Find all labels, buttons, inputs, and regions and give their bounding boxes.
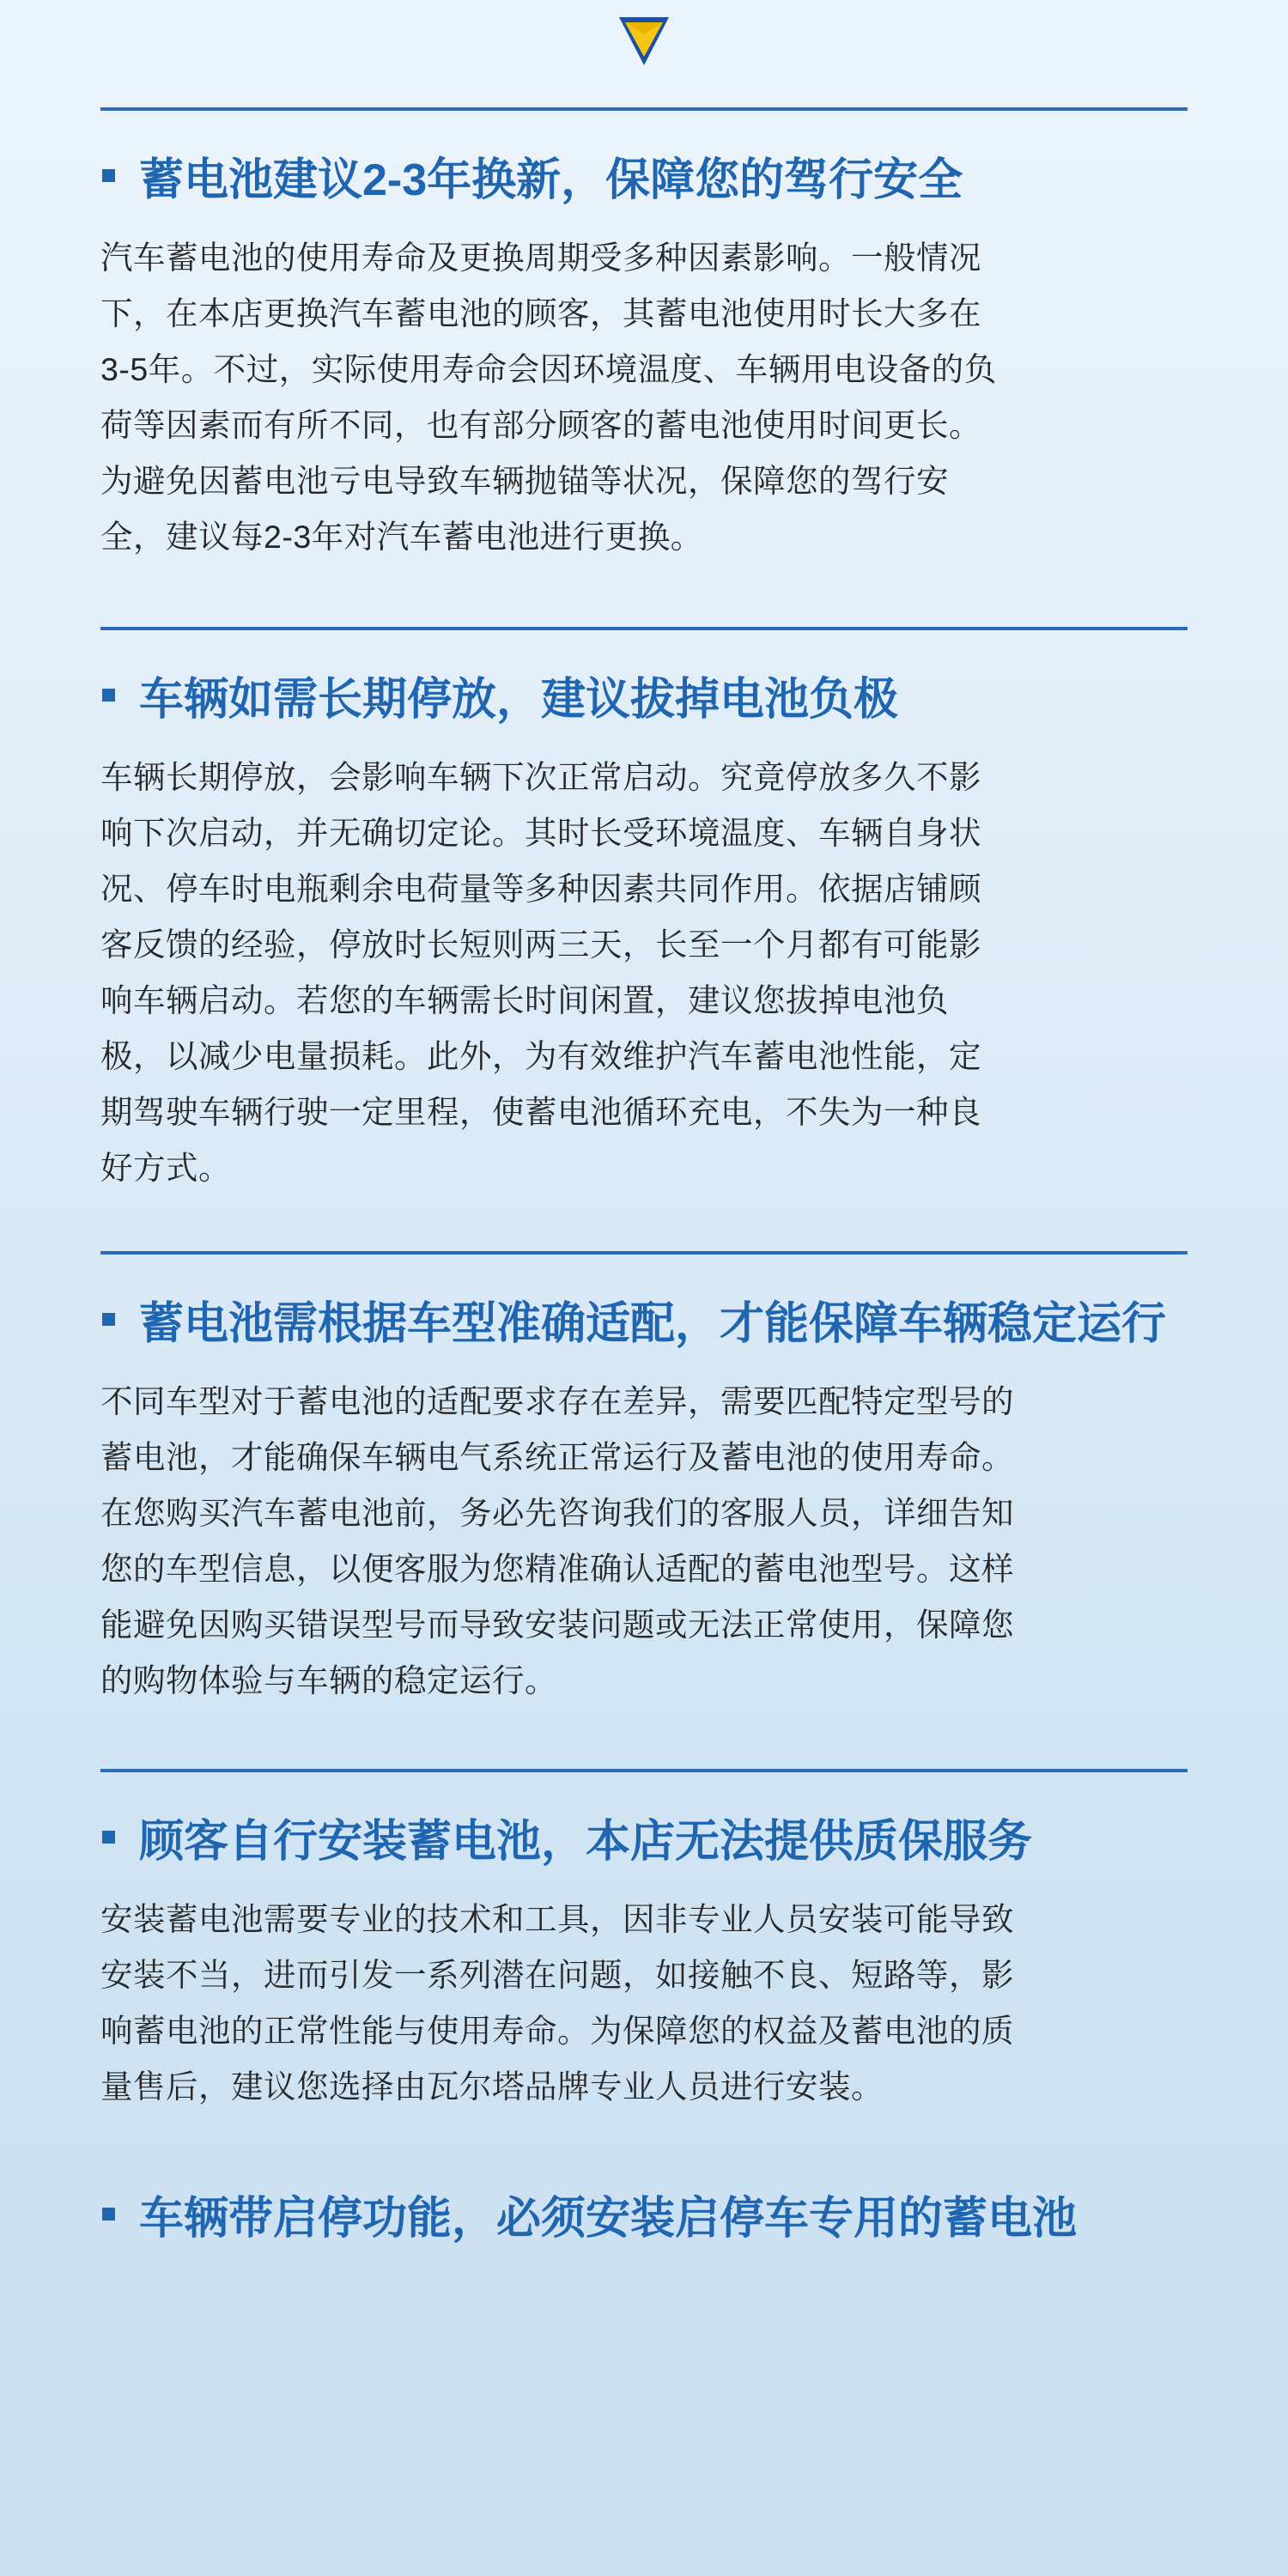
section-body [100,1892,1188,2115]
section-title-text: 蓄电池建议2-3年换新，保障您的驾行安全 [139,155,963,205]
body-line: 期驾驶车辆行驶一定里程，使蓄电池循环充电，不失为一种良 [100,1094,981,1130]
section-title [100,143,1188,208]
body-line: 全，建议每2-3年对汽车蓄电池进行更换。 [100,519,703,555]
section-vehicle-fitment [100,1251,1188,1709]
section-body [100,1374,1188,1709]
bullet-square-icon [102,1313,115,1326]
content [100,107,1188,2269]
body-line: 响下次启动，并无确切定论。其时长受环境温度、车辆自身状 [100,815,981,851]
body-line: 在您购买汽车蓄电池前，务必先咨询我们的客服人员，详细告知 [100,1495,1014,1531]
section-start-stop [100,2182,1188,2246]
section-self-installation [100,1769,1188,2115]
body-line: 下，在本店更换汽车蓄电池的顾客，其蓄电池使用时长大多在 [100,295,981,331]
section-long-parking [100,627,1188,1196]
body-line: 您的车型信息，以便客服为您精准确认适配的蓄电池型号。这样 [100,1551,1014,1587]
bullet-square-icon [102,1831,115,1844]
body-line: 极，以减少电量损耗。此外，为有效维护汽车蓄电池性能，定 [100,1038,981,1074]
section-title [100,663,1188,727]
section-title [100,2182,1188,2246]
divider [100,1251,1188,1255]
bullet-square-icon [102,689,115,702]
body-line: 车辆长期停放，会影响车辆下次正常启动。究竟停放多久不影 [100,759,981,795]
divider [100,1769,1188,1772]
bullet-square-icon [102,2208,115,2221]
varta-logo [619,17,669,65]
section-title [100,1287,1188,1352]
body-line: 响蓄电池的正常性能与使用寿命。为保障您的权益及蓄电池的质 [100,2013,1014,2049]
divider [100,627,1188,630]
body-line: 好方式。 [100,1150,231,1186]
section-body [100,750,1188,1196]
body-line: 荷等因素而有所不同，也有部分顾客的蓄电池使用时间更长。 [100,407,981,443]
body-line: 3-5年。不过，实际使用寿命会因环境温度、车辆用电设备的负 [100,351,997,387]
body-line: 响车辆启动。若您的车辆需长时间闲置，建议您拔掉电池负 [100,982,949,1018]
body-line: 客反馈的经验，停放时长短则两三天，长至一个月都有可能影 [100,927,981,963]
body-line: 蓄电池，才能确保车辆电气系统正常运行及蓄电池的使用寿命。 [100,1439,1014,1475]
body-line: 能避免因购买错误型号而导致安装问题或无法正常使用，保障您 [100,1607,1014,1643]
bullet-square-icon [102,169,115,182]
body-line: 汽车蓄电池的使用寿命及更换周期受多种因素影响。一般情况 [100,240,981,276]
body-line: 安装蓄电池需要专业的技术和工具，因非专业人员安装可能导致 [100,1901,1014,1937]
section-body [100,230,1188,565]
section-title-text: 顾客自行安装蓄电池，本店无法提供质保服务 [139,1817,1033,1867]
section-title-text: 车辆带启停功能，必须安装启停车专用的蓄电池 [139,2194,1078,2244]
body-line: 况、停车时电瓶剩余电荷量等多种因素共同作用。依据店铺顾 [100,871,981,907]
divider [100,107,1188,111]
body-line: 为避免因蓄电池亏电导致车辆抛锚等状况，保障您的驾行安 [100,463,949,499]
body-line: 的购物体验与车辆的稳定运行。 [100,1662,557,1698]
body-line: 量售后，建议您选择由瓦尔塔品牌专业人员进行安装。 [100,2069,884,2105]
section-title-text: 蓄电池需根据车型准确适配，才能保障车辆稳定运行 [139,1299,1167,1349]
section-battery-replacement [100,107,1188,565]
section-title [100,1805,1188,1869]
body-line: 安装不当，进而引发一系列潜在问题，如接触不良、短路等，影 [100,1957,1014,1993]
body-line: 不同车型对于蓄电池的适配要求存在差异，需要匹配特定型号的 [100,1383,1014,1419]
section-title-text: 车辆如需长期停放，建议拔掉电池负极 [139,675,899,725]
